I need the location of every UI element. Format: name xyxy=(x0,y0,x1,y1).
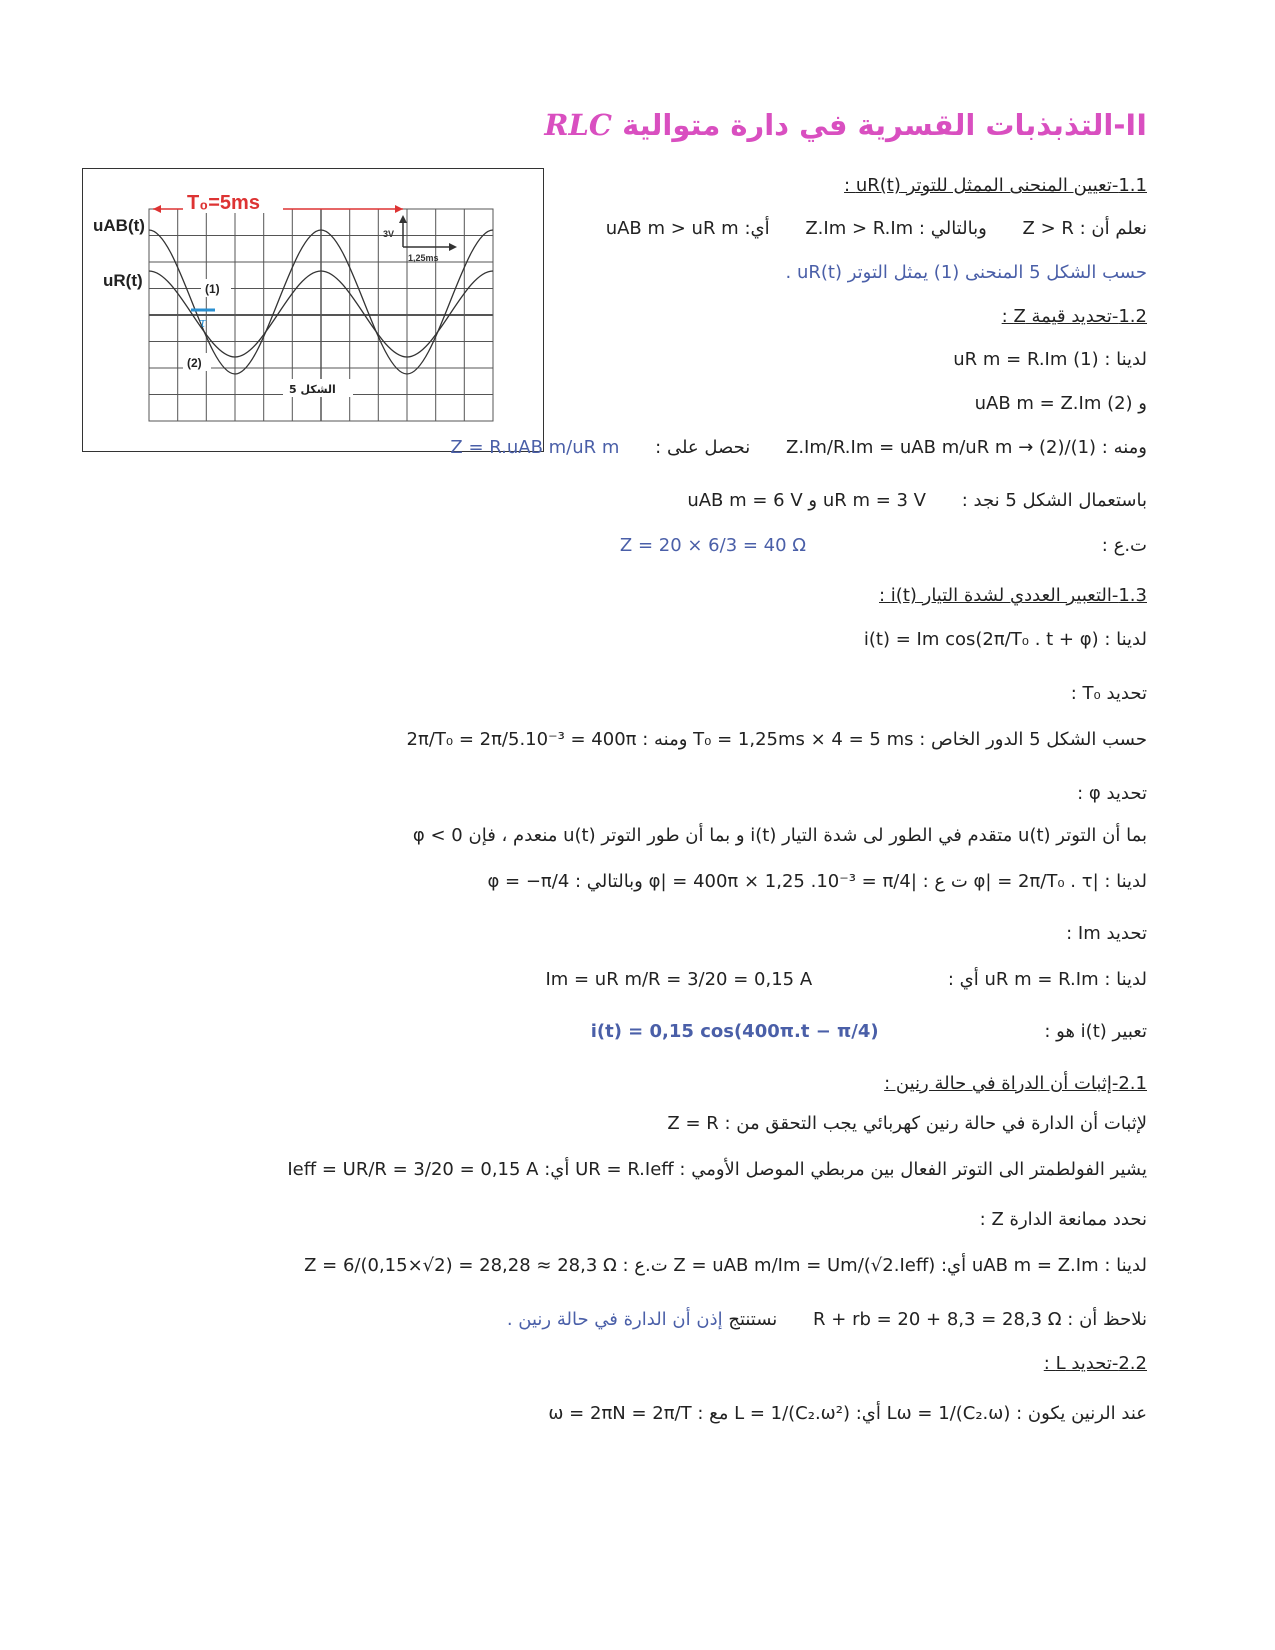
line-ieff: يشير الفولطمتر الى التوتر الفعال بين مربطي الموصل الأومي : UR = R.Ieff أي: Ieff = UR/R = 3/20 = 0,15 A xyxy=(287,1159,1147,1180)
oscilloscope-graph xyxy=(83,169,543,451)
line-current-result: تعبير i(t) هو : i(t) = 0,15 cos(400π.t − π/4) xyxy=(590,1021,1147,1042)
line-determine-im: تحديد Im : xyxy=(1066,923,1147,944)
line-phase-sign: بما أن التوتر u(t) متقدم في الطور لى شدة التيار i(t) و بما أن طور التوتر u(t) منعدم ، فإن φ < 0 xyxy=(412,825,1147,846)
line-impedance-value: لدينا : uAB m = Z.Im أي: Z = uAB m/Im = Um/(√2.Ieff) ت.ع : Z = 6/(0,15×√2) = 28,28 ≈ 28,3 Ω xyxy=(304,1255,1147,1276)
title-rlc: RLC xyxy=(544,108,612,142)
tau-label: τ xyxy=(199,316,207,331)
line-impedance-title: نحدد ممانعة الدارة Z : xyxy=(979,1209,1147,1230)
section-1-1-heading: 1.1-تعيين المنحنى الممثل للتوتر uR(t) : xyxy=(844,175,1147,196)
section-1-3-heading: 1.3-التعبير العددي لشدة التيار i(t) : xyxy=(879,585,1147,606)
uab-label: uAB(t) xyxy=(93,216,145,235)
line-im-value: لدينا : uR m = R.Im أي : Im = uR m/R = 3/20 = 0,15 A xyxy=(545,969,1147,990)
z-formula: Z = R.uAB m/uR m xyxy=(450,437,620,458)
line-curve-conclusion: حسب الشكل 5 المنحنى (1) يمثل التوتر uR(t) . xyxy=(785,262,1147,283)
section-2-1-heading: 2.1-إثبات أن الدراة في حالة رنين : xyxy=(884,1073,1147,1094)
section-1-2-heading: 1.2-تحديد قيمة Z : xyxy=(1001,306,1147,327)
page-title: II-التذبذبات القسرية في دارة متوالية RLC xyxy=(544,108,1147,142)
equation-1: لدينا : uR m = R.Im (1) xyxy=(953,349,1147,370)
line-period: حسب الشكل 5 الدور الخاص : T₀ = 1,25ms × 4 = 5 ms ومنه : 2π/T₀ = 2π/5.10⁻³ = 400π xyxy=(406,729,1147,750)
t0-label: T₀=5ms xyxy=(187,192,260,214)
vscale-label: 3V xyxy=(383,229,395,239)
line-resonance-condition: لإثبات أن الدارة في حالة رنين كهربائي يجب التحقق من : Z = R xyxy=(667,1113,1147,1134)
line-determine-t0: تحديد T₀ : xyxy=(1070,683,1147,704)
current-result: i(t) = 0,15 cos(400π.t − π/4) xyxy=(590,1021,879,1042)
figure-caption: الشكل 5 xyxy=(289,383,336,396)
line-inductance: عند الرنين يكون : Lω = 1/(C₂.ω) أي: L = 1/(C₂.ω²) مع : ω = 2πN = 2π/T xyxy=(548,1403,1147,1424)
curve1-label: (1) xyxy=(205,282,220,296)
z-result: Z = 20 × 6/3 = 40 Ω xyxy=(619,535,807,556)
line-phase-value: لدينا : |φ| = 2π/T₀ . τ ت ع : |φ| = 400π × 1,25 .10⁻³ = π/4 وبالتالي : φ = −π/4 xyxy=(487,871,1147,892)
line-inequality: نعلم أن : Z > R وبالتالي : Z.Im > R.Im أي: uAB m > uR m xyxy=(605,218,1147,239)
line-z-numeric: ت.ع : Z = 20 × 6/3 = 40 Ω xyxy=(619,535,1147,556)
oscilloscope-figure xyxy=(82,168,544,452)
hscale-label: 1,25ms xyxy=(408,253,439,263)
line-graph-values: باستعمال الشكل 5 نجد : uR m = 3 V و uAB m = 6 V xyxy=(687,490,1147,511)
section-2-2-heading: 2.2-تحديد L : xyxy=(1043,1353,1147,1374)
curve2-label: (2) xyxy=(187,356,202,370)
ur-label: uR(t) xyxy=(103,271,143,290)
equation-2: و uAB m = Z.Im (2) xyxy=(974,393,1147,414)
line-ratio: ومنه : (1)/(2) → Z.Im/R.Im = uAB m/uR m نحصل على : Z = R.uAB m/uR m xyxy=(450,437,1147,458)
line-resonance-conclusion: نلاحظ أن : R + rb = 20 + 8,3 = 28,3 Ω نستنتج إذن أن الدارة في حالة رنين . xyxy=(506,1309,1147,1330)
line-determine-phi: تحديد φ : xyxy=(1077,783,1147,804)
line-current-expression: لدينا : i(t) = Im cos(2π/T₀ . t + φ) xyxy=(863,629,1147,650)
